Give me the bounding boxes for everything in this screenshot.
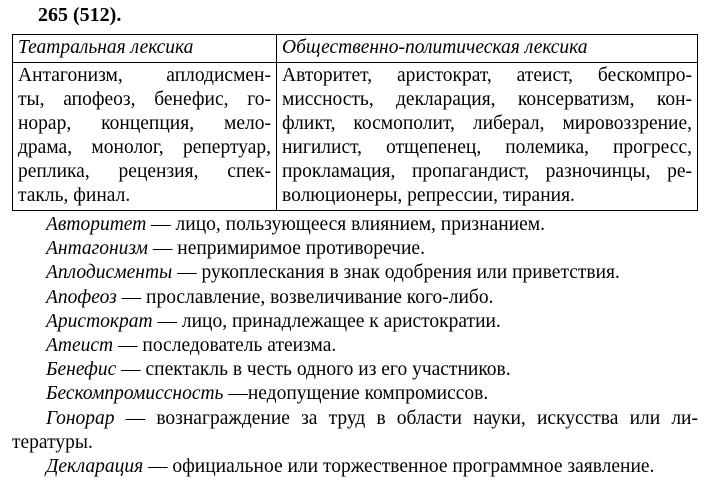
vocabulary-table bbox=[12, 34, 698, 211]
header-social-political: Общественно-политическая лексика bbox=[277, 35, 698, 63]
term: Декларация bbox=[46, 456, 144, 478]
definition-text: —недопущение компромиссов. bbox=[223, 383, 489, 405]
term: Атеист bbox=[46, 335, 114, 357]
term: Бенефис bbox=[46, 359, 117, 381]
term: Авторитет bbox=[46, 214, 147, 235]
definition bbox=[12, 310, 698, 334]
definition bbox=[12, 334, 698, 358]
text-line: норар, концепция, мело- bbox=[18, 113, 271, 134]
text-line: фликт, космополит, либерал, мировоззрение, bbox=[282, 113, 692, 134]
definition-text: — официальное или торжественное программное заявление. bbox=[143, 456, 655, 478]
definition-text: — прославление, возвеличивание кого-либо. bbox=[116, 286, 494, 308]
definition bbox=[12, 237, 698, 261]
definitions-list bbox=[12, 213, 698, 479]
text-line: ты, апофеоз, бенефис, го- bbox=[18, 89, 271, 110]
term: Антагонизм bbox=[46, 238, 149, 260]
text-line: Антагонизм, аплодисмен- bbox=[18, 65, 271, 86]
text-line: прокламация, пропагандист, разночинцы, ре- bbox=[282, 161, 692, 182]
definition bbox=[12, 382, 698, 406]
text-line: миссность, декларация, консерватизм, кон- bbox=[282, 89, 692, 110]
term: Аплодисменты bbox=[46, 262, 173, 284]
definition-continuation: тературы. bbox=[12, 431, 93, 453]
definition-text: — лицо, пользующееся влиянием, признанием. bbox=[146, 214, 545, 235]
term: Апофеоз bbox=[46, 286, 117, 308]
text-line: волюционеры, репрессии, тирания. bbox=[282, 185, 575, 206]
definition-text: — спектакль в честь одного из его участников. bbox=[116, 359, 511, 381]
definition bbox=[12, 286, 698, 310]
definition bbox=[12, 213, 698, 237]
social-political-words-cell bbox=[277, 63, 698, 211]
header-theatre: Театральная лексика bbox=[13, 35, 277, 63]
definition-text: — лицо, принадлежащее к аристократии. bbox=[152, 310, 501, 332]
text-line: драма, монолог, репертуар, bbox=[18, 137, 271, 158]
term: Гонорар bbox=[46, 407, 115, 429]
definition bbox=[12, 261, 698, 285]
definition-text: — вознаграждение за труд в области науки, искусства или ли- bbox=[114, 407, 698, 429]
definition-text: — последователь атеизма. bbox=[113, 335, 337, 357]
definition bbox=[12, 358, 698, 382]
definition bbox=[12, 455, 698, 479]
definition-text: — непримиримое противоречие. bbox=[148, 238, 425, 260]
text-line: нигилист, отщепенец, полемика, прогресс, bbox=[282, 137, 692, 158]
text-line: реплика, рецензия, спек- bbox=[18, 161, 271, 182]
text-line: Авторитет, аристократ, атеист, бескомпро- bbox=[282, 65, 692, 86]
definition bbox=[12, 407, 698, 431]
term: Аристократ bbox=[46, 310, 153, 332]
term: Бескомпромиссность bbox=[46, 383, 224, 405]
text-line: такль, финал. bbox=[18, 185, 131, 206]
exercise-number: 265 (512). bbox=[38, 4, 122, 26]
definition-text: — рукоплескания в знак одобрения или приветствия. bbox=[172, 262, 620, 284]
theatre-words-cell bbox=[13, 63, 277, 211]
